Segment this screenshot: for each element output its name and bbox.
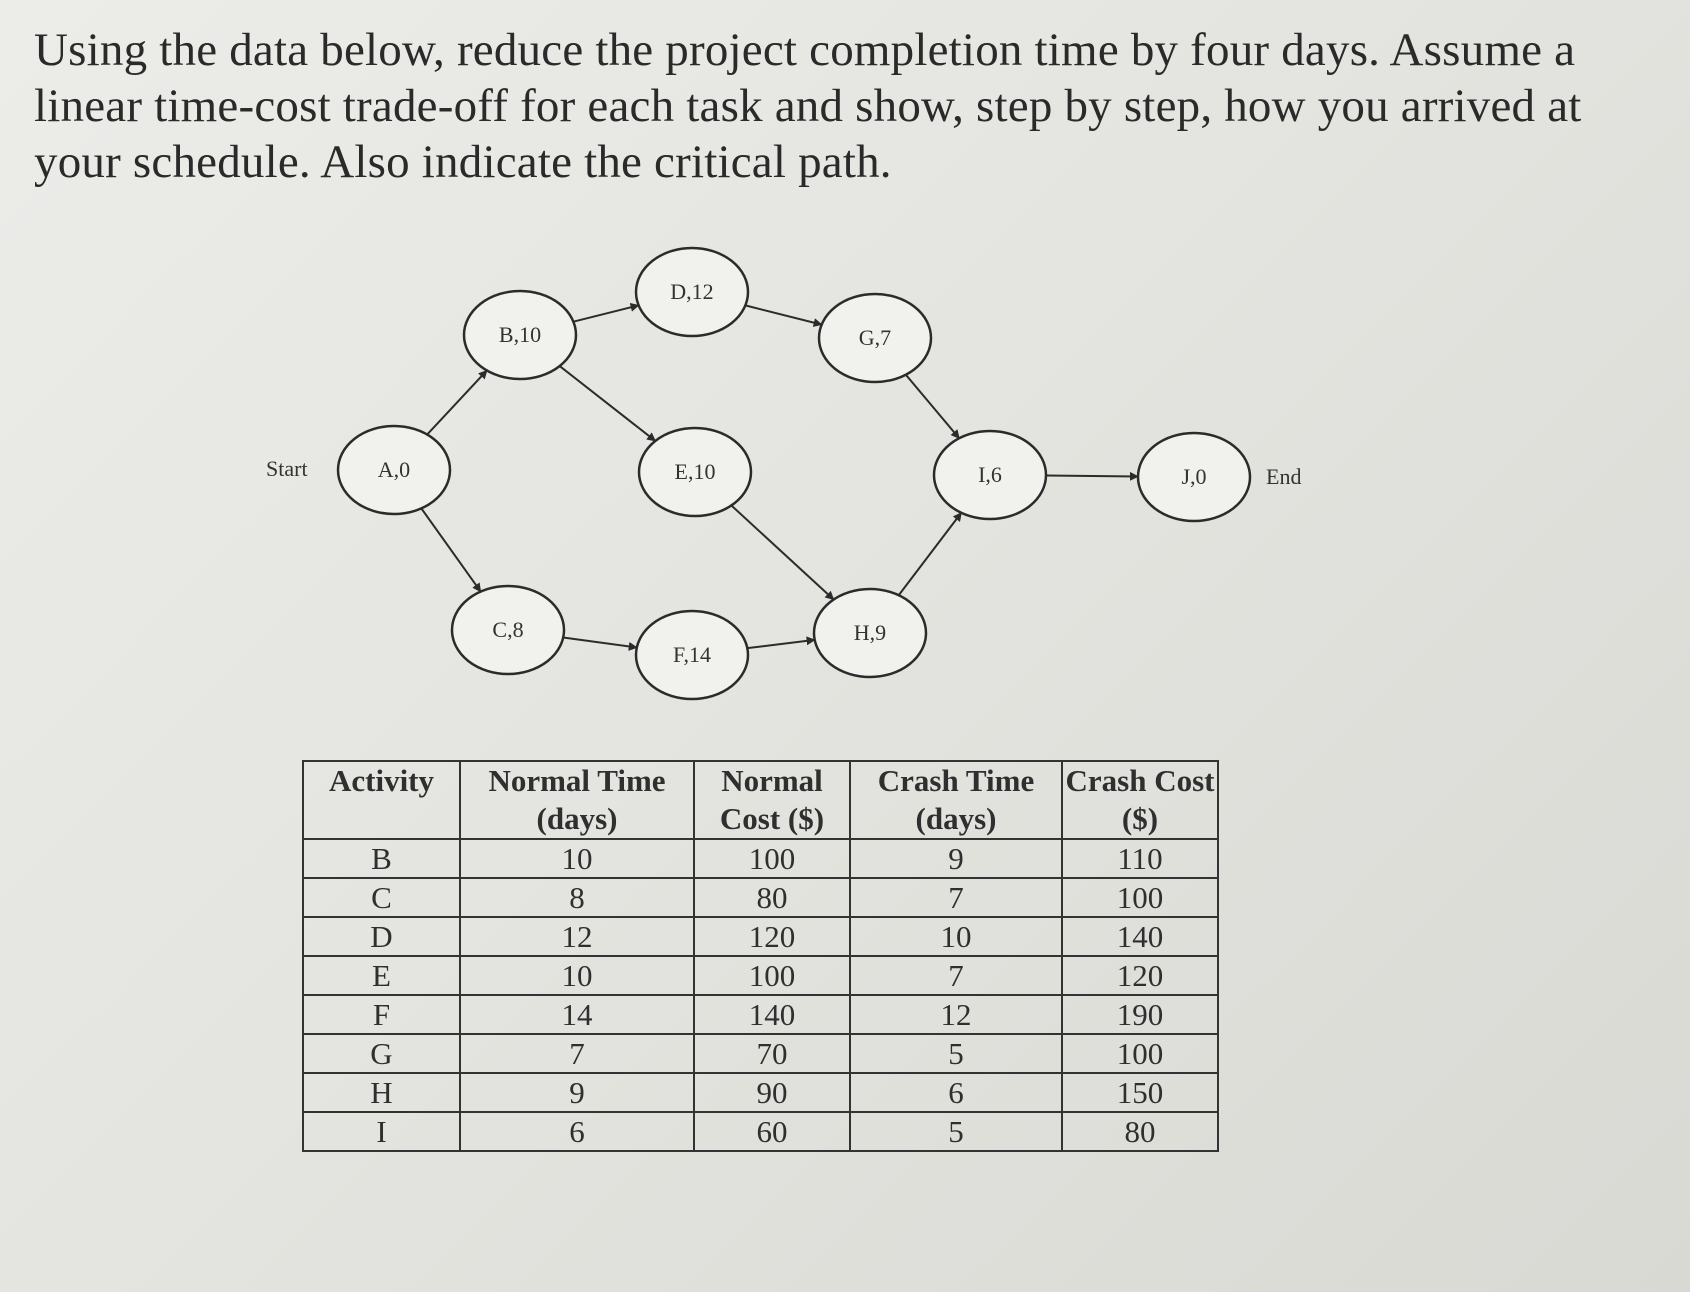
- crash-time-cell: 5: [850, 1034, 1062, 1073]
- table-row: [303, 1112, 1218, 1151]
- node-f: [636, 611, 748, 699]
- table-row: [303, 1034, 1218, 1073]
- edge-a-c: [421, 508, 480, 591]
- node-e: [639, 428, 751, 516]
- activity-cell: I: [303, 1112, 460, 1151]
- crash-time-cell: 6: [850, 1073, 1062, 1112]
- normal-time-cell: 7: [460, 1034, 694, 1073]
- normal-cost-cell: 120: [694, 917, 850, 956]
- normal-time-cell: 8: [460, 878, 694, 917]
- crash-cost-cell: 100: [1062, 1034, 1218, 1073]
- normal-cost-cell: 70: [694, 1034, 850, 1073]
- node-d: [636, 248, 748, 336]
- crash-cost-cell: 150: [1062, 1073, 1218, 1112]
- activity-cell: C: [303, 878, 460, 917]
- table-header-row: [303, 761, 1218, 839]
- crash-cost-cell: 190: [1062, 995, 1218, 1034]
- table-row: [303, 1073, 1218, 1112]
- node-j: [1138, 433, 1250, 521]
- normal-time-cell: 9: [460, 1073, 694, 1112]
- node-g: [819, 294, 931, 382]
- table-row: [303, 878, 1218, 917]
- node-label: E,10: [674, 459, 716, 484]
- question-text: Using the data below, reduce the project completion time by four days. Assume a linear time-cost trade-off for each task and show, step by step, how you arrived at your schedule. Also indicate the critical path.: [34, 24, 1582, 188]
- end-label: End: [1266, 464, 1302, 489]
- edge-c-f: [563, 637, 637, 647]
- node-label: D,12: [670, 279, 714, 304]
- node-label: B,10: [498, 322, 542, 347]
- edge-b-e: [560, 366, 656, 441]
- normal-time-cell: 12: [460, 917, 694, 956]
- node-label: F,14: [673, 642, 711, 667]
- activity-data-table: [302, 760, 1219, 1152]
- edge-f-h: [747, 640, 814, 648]
- crash-time-cell: 10: [850, 917, 1062, 956]
- crash-cost-cell: 100: [1062, 878, 1218, 917]
- normal-cost-cell: 140: [694, 995, 850, 1034]
- crash-time-cell: 12: [850, 995, 1062, 1034]
- normal-cost-cell: 80: [694, 878, 850, 917]
- activity-cell: D: [303, 917, 460, 956]
- normal-time-cell: 10: [460, 839, 694, 878]
- table-row: [303, 917, 1218, 956]
- crash-time-cell: 7: [850, 878, 1062, 917]
- normal-cost-cell: 90: [694, 1073, 850, 1112]
- crash-cost-cell: 80: [1062, 1112, 1218, 1151]
- node-label: J,0: [1181, 464, 1207, 489]
- table-row: [303, 995, 1218, 1034]
- start-label: Start: [266, 456, 308, 481]
- table-row: [303, 956, 1218, 995]
- activity-cell: E: [303, 956, 460, 995]
- node-c: [452, 586, 564, 674]
- edge-i-j: [1046, 476, 1138, 477]
- normal-time-cell: 6: [460, 1112, 694, 1151]
- header-normal-cost: Normal Cost ($): [694, 761, 850, 839]
- activity-cell: B: [303, 839, 460, 878]
- normal-time-cell: 14: [460, 995, 694, 1034]
- crash-time-cell: 5: [850, 1112, 1062, 1151]
- node-label: H,9: [853, 620, 887, 645]
- header-normal-time: Normal Time (days): [460, 761, 694, 839]
- node-label: C,8: [492, 617, 524, 642]
- edge-b-d: [573, 305, 638, 321]
- edge-d-g: [745, 305, 821, 324]
- header-activity: Activity: [303, 761, 460, 839]
- edge-e-h: [731, 505, 833, 599]
- normal-cost-cell: 100: [694, 839, 850, 878]
- crash-cost-cell: 140: [1062, 917, 1218, 956]
- edge-h-i: [899, 513, 962, 595]
- table-row: [303, 839, 1218, 878]
- crash-time-cell: 7: [850, 956, 1062, 995]
- node-label: I,6: [978, 462, 1002, 487]
- crash-cost-cell: 120: [1062, 956, 1218, 995]
- activity-cell: H: [303, 1073, 460, 1112]
- crash-cost-cell: 110: [1062, 839, 1218, 878]
- node-b: [464, 291, 576, 379]
- normal-time-cell: 10: [460, 956, 694, 995]
- node-h: [814, 589, 926, 677]
- normal-cost-cell: 100: [694, 956, 850, 995]
- normal-cost-cell: 60: [694, 1112, 850, 1151]
- header-crash-time: Crash Time (days): [850, 761, 1062, 839]
- activity-cell: G: [303, 1034, 460, 1073]
- activity-cell: F: [303, 995, 460, 1034]
- node-i: [934, 431, 1046, 519]
- crash-time-cell: 9: [850, 839, 1062, 878]
- node-label: A,0: [377, 457, 411, 482]
- node-a: [338, 426, 450, 514]
- node-label: G,7: [858, 325, 892, 350]
- header-crash-cost: Crash Cost ($): [1062, 761, 1218, 839]
- edge-g-i: [906, 375, 959, 439]
- edge-a-b: [427, 370, 487, 434]
